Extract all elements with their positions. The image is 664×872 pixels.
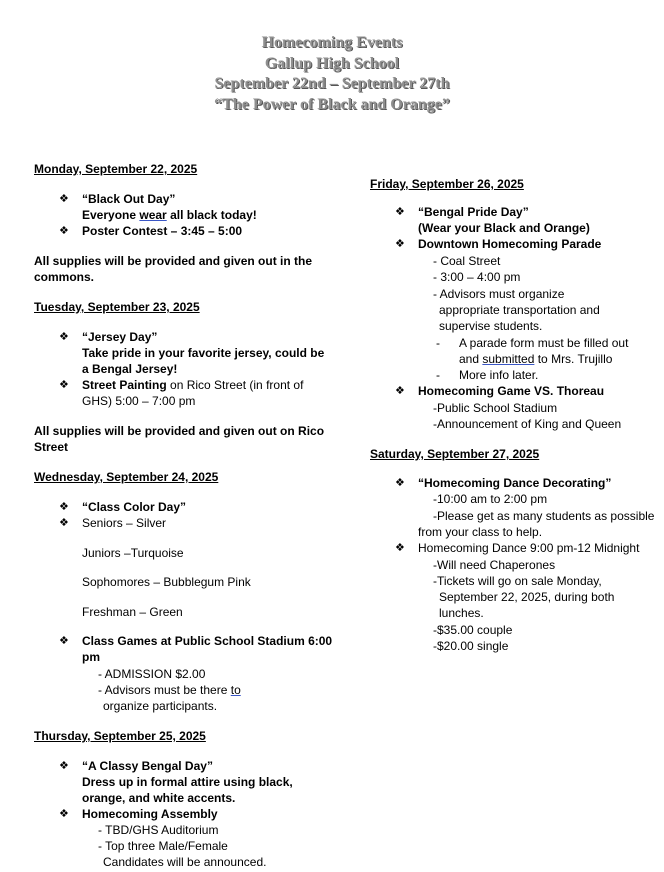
friday-sub2: - 3:00 – 4:00 pm bbox=[433, 270, 521, 284]
wednesday-item2-line2: pm bbox=[82, 650, 100, 664]
thursday-item1-desc-line1: Dress up in formal attire using black, bbox=[82, 775, 293, 789]
diamond-bullet-icon: ❖ bbox=[59, 501, 69, 513]
saturday-sub4-line2: September 22, 2025, during both bbox=[439, 590, 615, 604]
monday-item1-desc: Everyone wear all black today! bbox=[82, 208, 257, 222]
diamond-bullet-icon: ❖ bbox=[59, 635, 69, 647]
document-title bbox=[0, 33, 664, 115]
diamond-bullet-icon: ❖ bbox=[395, 206, 405, 218]
thursday-sub1: - TBD/GHS Auditorium bbox=[98, 823, 219, 837]
friday-sub3-line3: supervise students. bbox=[439, 319, 543, 333]
friday-sub6: -Public School Stadium bbox=[433, 401, 558, 415]
thursday-sub2-line2: Candidates will be announced. bbox=[103, 855, 267, 869]
tuesday-item2-line2: GHS) 5:00 – 7:00 pm bbox=[82, 394, 196, 408]
friday-sub3-line1: - Advisors must organize bbox=[433, 287, 565, 301]
title-line-2: Gallup High School bbox=[264, 54, 400, 72]
wednesday-sub1: - ADMISSION $2.00 bbox=[98, 667, 206, 681]
wednesday-seniors: Seniors – Silver bbox=[82, 516, 167, 530]
tuesday-item1-desc-line2: a Bengal Jersey! bbox=[82, 362, 178, 376]
diamond-bullet-icon: ❖ bbox=[395, 238, 405, 250]
saturday-sub5: -$35.00 couple bbox=[433, 623, 513, 637]
tuesday-note-line1: All supplies will be provided and given out on Rico bbox=[34, 424, 325, 438]
saturday-sub1: -10:00 am to 2:00 pm bbox=[433, 492, 548, 506]
saturday-sub3: -Will need Chaperones bbox=[433, 558, 556, 572]
thursday-sub2: - Top three Male/Female bbox=[98, 839, 228, 853]
friday-item1-title: “Bengal Pride Day” bbox=[418, 205, 529, 219]
title-line-3: September 22nd – September 27th bbox=[214, 75, 450, 92]
wednesday-item1: “Class Color Day” bbox=[82, 500, 187, 514]
wednesday-heading: Wednesday, September 24, 2025 bbox=[34, 470, 219, 484]
friday-dash: - bbox=[436, 368, 440, 382]
friday-sub7: -Announcement of King and Queen bbox=[433, 417, 622, 431]
monday-item1-title: “Black Out Day” bbox=[82, 192, 176, 206]
thursday-item2: Homecoming Assembly bbox=[82, 807, 218, 821]
friday-item3: Homecoming Game VS. Thoreau bbox=[418, 384, 605, 398]
thursday-heading: Thursday, September 25, 2025 bbox=[34, 729, 206, 743]
diamond-bullet-icon: ❖ bbox=[59, 379, 69, 391]
diamond-bullet-icon: ❖ bbox=[395, 477, 405, 489]
saturday-heading: Saturday, September 27, 2025 bbox=[370, 447, 540, 461]
tuesday-item1-desc-line1: Take pride in your favorite jersey, could be bbox=[82, 346, 325, 360]
friday-dash: - bbox=[436, 336, 440, 350]
tuesday-item1-title: “Jersey Day” bbox=[82, 330, 158, 344]
wednesday-freshman: Freshman – Green bbox=[82, 605, 183, 619]
friday-heading: Friday, September 26, 2025 bbox=[370, 177, 524, 191]
saturday-sub2-line2: from your class to help. bbox=[418, 525, 543, 539]
diamond-bullet-icon: ❖ bbox=[59, 225, 69, 237]
tuesday-note-line2: Street bbox=[34, 440, 69, 454]
friday-sub1: - Coal Street bbox=[433, 254, 501, 268]
wednesday-sub2: - Advisors must be there to bbox=[98, 683, 241, 697]
diamond-bullet-icon: ❖ bbox=[59, 331, 69, 343]
monday-item2: Poster Contest – 3:45 – 5:00 bbox=[82, 224, 243, 238]
title-line-4: “The Power of Black and Orange” bbox=[214, 95, 450, 113]
wednesday-sophomores: Sophomores – Bubblegum Pink bbox=[82, 575, 251, 589]
monday-note-line2: commons. bbox=[34, 270, 95, 284]
diamond-bullet-icon: ❖ bbox=[59, 760, 69, 772]
friday-sub3-line2: appropriate transportation and bbox=[439, 303, 600, 317]
friday-item2: Downtown Homecoming Parade bbox=[418, 237, 602, 251]
friday-sub5: More info later. bbox=[459, 368, 539, 382]
monday-heading: Monday, September 22, 2025 bbox=[34, 162, 198, 176]
friday-sub4-line2: and submitted to Mrs. Trujillo bbox=[459, 352, 613, 366]
wednesday-juniors: Juniors –Turquoise bbox=[82, 546, 184, 560]
title-line-1: Homecoming Events bbox=[261, 34, 403, 51]
monday-note-line1: All supplies will be provided and given out in the bbox=[34, 254, 313, 268]
tuesday-heading: Tuesday, September 23, 2025 bbox=[34, 300, 200, 314]
saturday-item1: “Homecoming Dance Decorating” bbox=[418, 476, 612, 490]
diamond-bullet-icon: ❖ bbox=[59, 517, 69, 529]
friday-sub4-line1: A parade form must be filled out bbox=[459, 336, 629, 350]
diamond-bullet-icon: ❖ bbox=[59, 808, 69, 820]
wednesday-sub2-line2: organize participants. bbox=[103, 699, 218, 713]
diamond-bullet-icon: ❖ bbox=[395, 385, 405, 397]
diamond-bullet-icon: ❖ bbox=[395, 542, 405, 554]
thursday-item1-desc-line2: orange, and white accents. bbox=[82, 791, 236, 805]
wednesday-item2-line1: Class Games at Public School Stadium 6:00 bbox=[82, 634, 333, 648]
saturday-sub6: -$20.00 single bbox=[433, 639, 509, 653]
tuesday-item2: Street Painting on Rico Street (in front of bbox=[82, 378, 304, 392]
thursday-item1-title: “A Classy Bengal Day” bbox=[82, 759, 213, 773]
friday-item1-desc: (Wear your Black and Orange) bbox=[418, 221, 590, 235]
saturday-sub2-line1: -Please get as many students as possible bbox=[433, 509, 655, 523]
diamond-bullet-icon: ❖ bbox=[59, 193, 69, 205]
saturday-sub4-line1: -Tickets will go on sale Monday, bbox=[433, 574, 602, 588]
saturday-sub4-line3: lunches. bbox=[439, 606, 484, 620]
saturday-item2: Homecoming Dance 9:00 pm-12 Midnight bbox=[418, 541, 640, 555]
